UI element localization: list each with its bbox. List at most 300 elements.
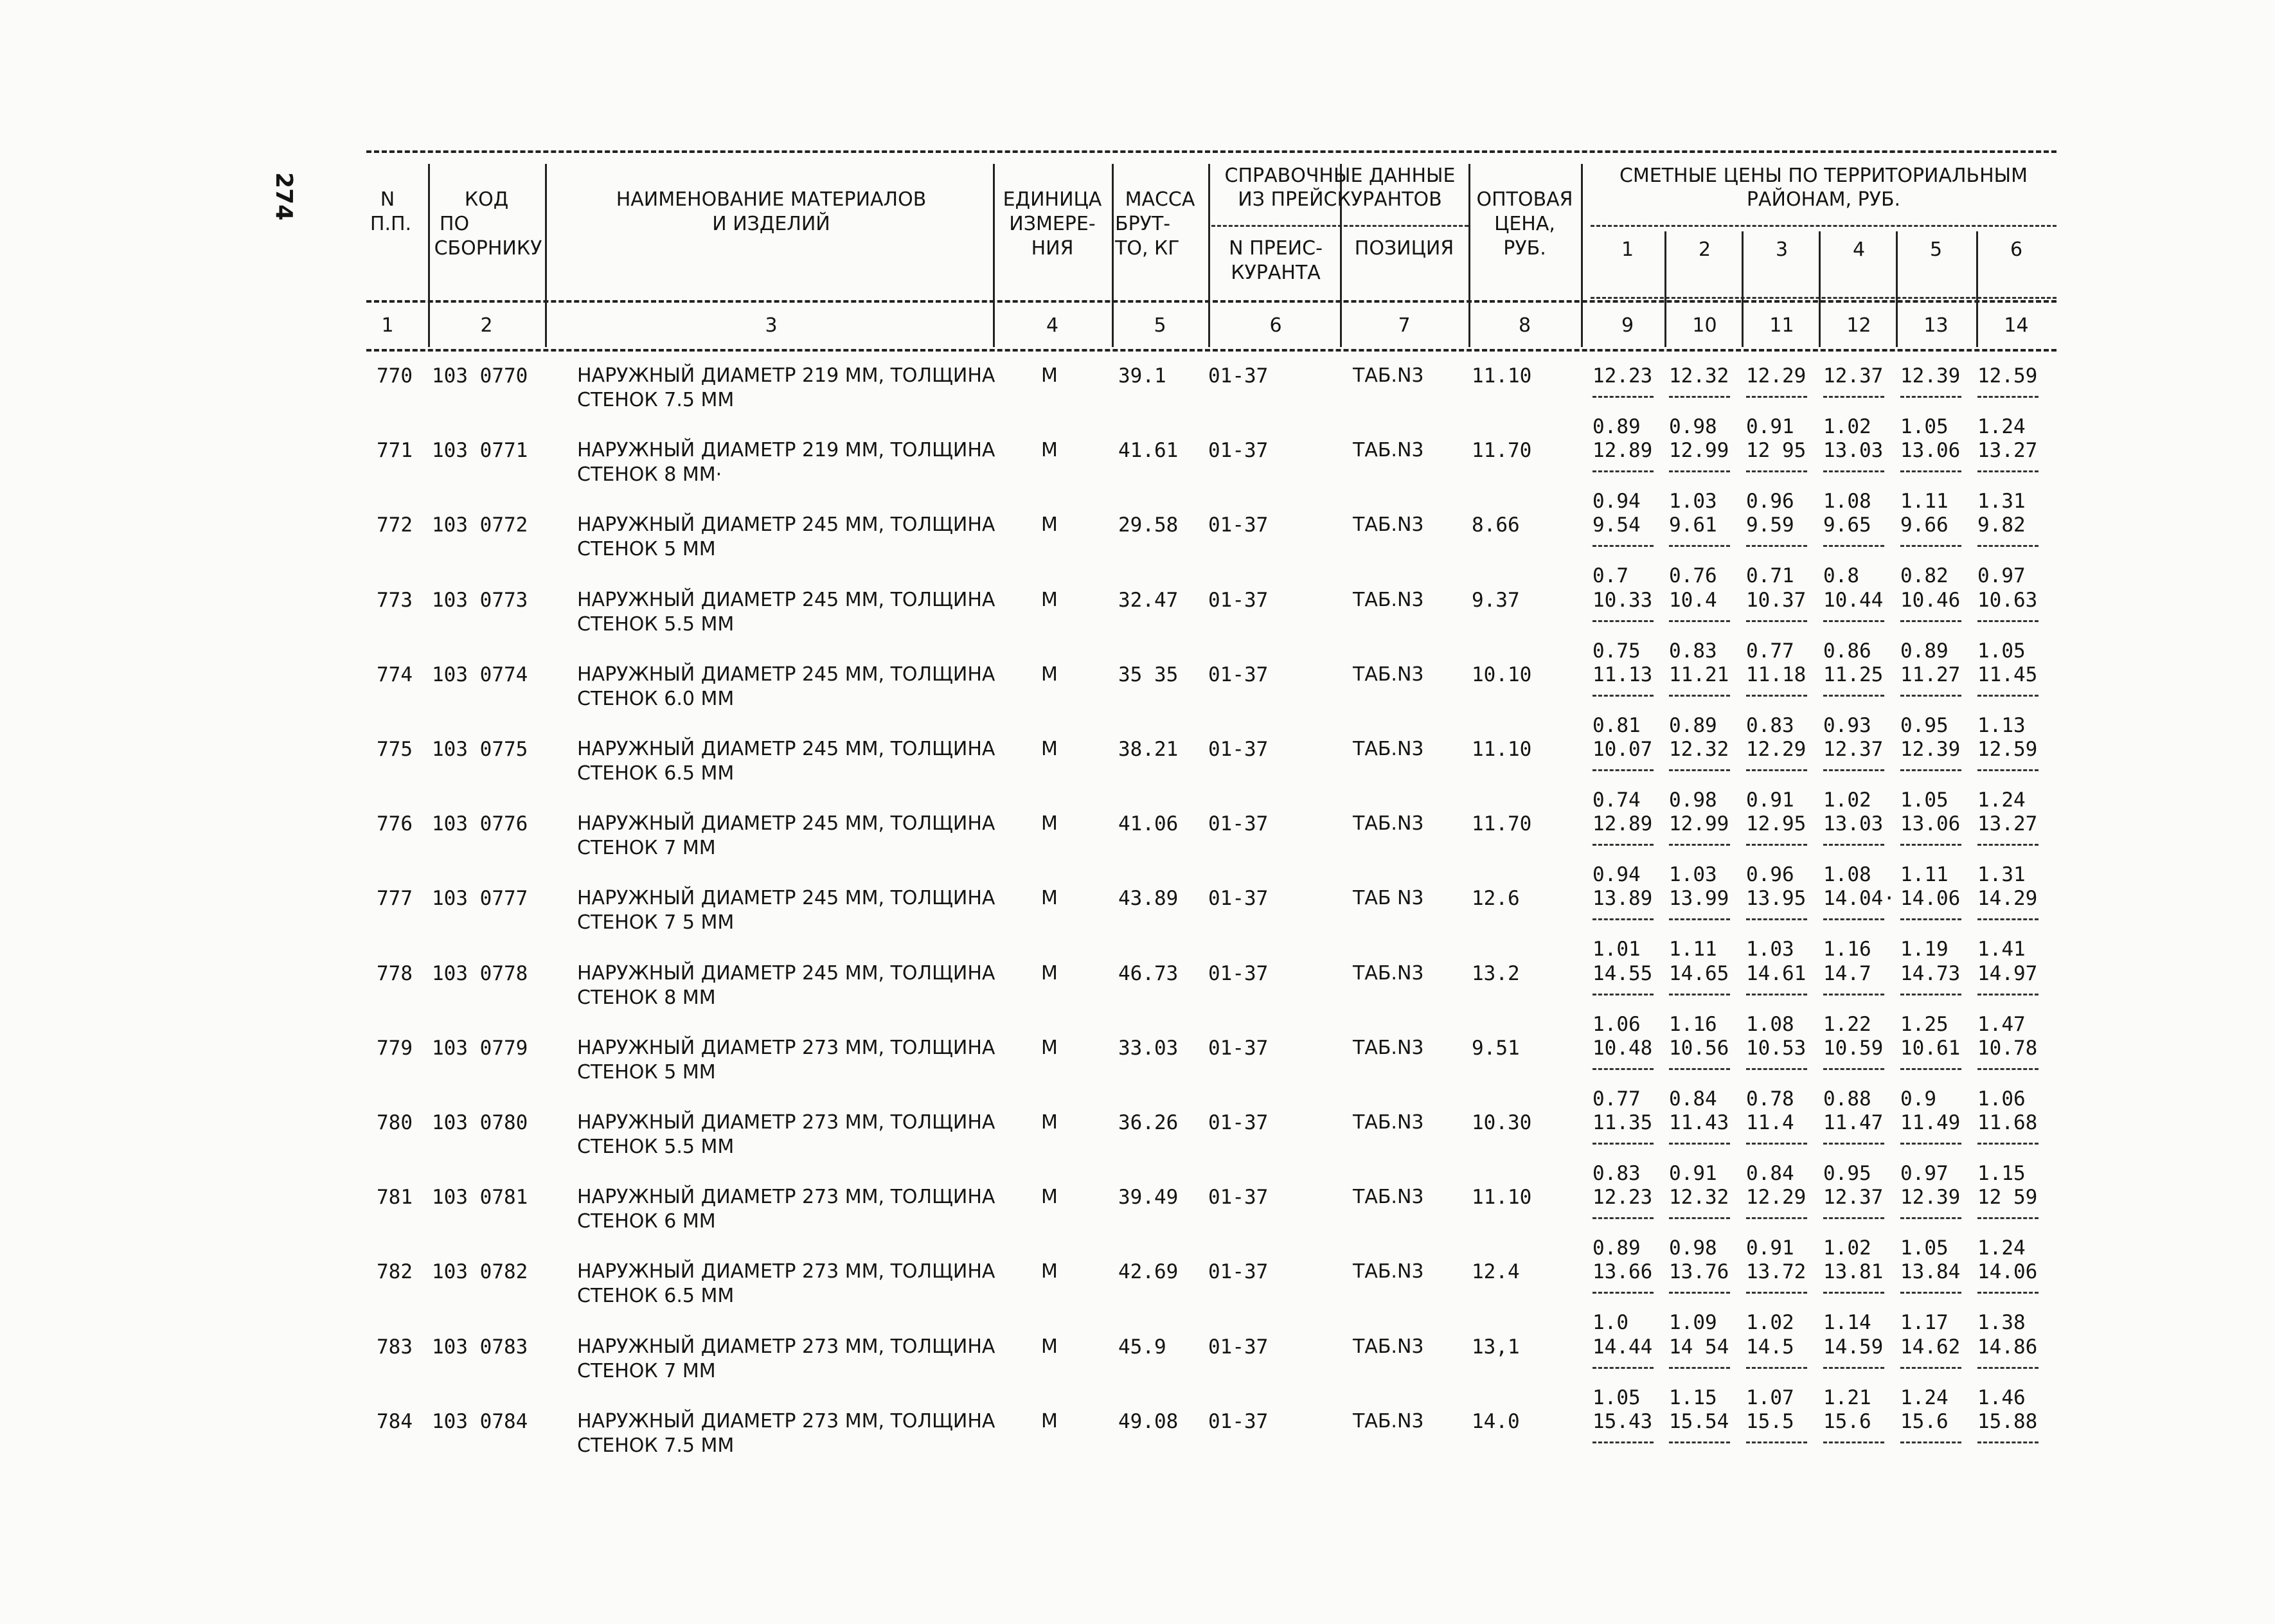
row-region-subprice: 1.25 xyxy=(1900,1013,1949,1036)
header-divider xyxy=(993,164,995,347)
row-name: НАРУЖНЫЙ ДИАМЕТР 273 ММ, ТОЛЩИНА xyxy=(577,1335,995,1358)
row-wholesale-price: 14.0 xyxy=(1472,1410,1520,1433)
header-pk: N ПРЕИС- xyxy=(1229,237,1323,260)
separator-line xyxy=(1977,396,2039,398)
header-divider xyxy=(1581,164,1583,347)
separator-line xyxy=(1977,994,2039,995)
row-region-subprice: 0.77 xyxy=(1746,639,1794,663)
separator-line xyxy=(1592,545,1654,547)
header-price: ОПТОВАЯ xyxy=(1476,188,1573,211)
row-mass: 36.26 xyxy=(1118,1111,1179,1134)
row-region-subprice: 0.93 xyxy=(1823,714,1871,737)
row-region-price: 14.29 xyxy=(1977,887,2038,910)
row-mass: 29.58 xyxy=(1118,513,1179,537)
separator-line xyxy=(1900,994,1961,995)
row-name: НАРУЖНЫЙ ДИАМЕТР 245 ММ, ТОЛЩИНА xyxy=(577,663,995,686)
row-name-line2: СТЕНОК 6.5 ММ xyxy=(577,1285,735,1307)
row-region-price: 12.95 xyxy=(1746,812,1807,835)
row-region-subprice: 1.24 xyxy=(1977,1236,2026,1260)
row-region-price: 14.62 xyxy=(1900,1335,1961,1359)
row-region-price: 13.95 xyxy=(1746,887,1807,910)
header-mass-3: ТО, КГ xyxy=(1115,237,1180,260)
separator-line xyxy=(1592,769,1654,771)
row-region-price: 9.61 xyxy=(1669,513,1717,537)
row-pricelist: 01-37 xyxy=(1208,738,1269,761)
header-region-2: 2 xyxy=(1698,238,1711,261)
row-name-line2: СТЕНОК 5 ММ xyxy=(577,1061,716,1084)
row-unit: М xyxy=(1041,364,1058,387)
header-unit-3: НИЯ xyxy=(1031,237,1074,260)
row-number: 778 xyxy=(377,962,413,985)
row-region-price: 14.5 xyxy=(1746,1335,1794,1359)
separator-line xyxy=(1900,1217,1961,1219)
row-region-subprice: 0.84 xyxy=(1746,1162,1794,1185)
separator-line xyxy=(1900,769,1961,771)
row-region-subprice: 0.89 xyxy=(1669,714,1717,737)
separator-line xyxy=(1669,918,1730,920)
row-region-price: 12.39 xyxy=(1900,364,1961,388)
row-region-price: 12.39 xyxy=(1900,1186,1961,1209)
row-region-subprice: 0.83 xyxy=(1746,714,1794,737)
row-region-subprice: 1.47 xyxy=(1977,1013,2026,1036)
header-n: N xyxy=(380,188,395,211)
row-position: ТАБ.N3 xyxy=(1353,589,1424,611)
separator-line xyxy=(1669,1143,1730,1145)
row-region-subprice: 1.15 xyxy=(1669,1386,1717,1409)
row-region-price: 11.49 xyxy=(1900,1111,1961,1134)
row-region-subprice: 1.05 xyxy=(1900,1236,1949,1260)
row-region-price: 13.84 xyxy=(1900,1260,1961,1283)
row-region-subprice: 0.8 xyxy=(1823,564,1859,587)
row-position: ТАБ.N3 xyxy=(1353,1410,1424,1432)
separator-line xyxy=(1669,1217,1730,1219)
separator-line xyxy=(1823,470,1884,472)
separator-line xyxy=(1900,1441,1961,1443)
row-code: 103 0774 xyxy=(432,663,528,686)
row-name: НАРУЖНЫЙ ДИАМЕТР 273 ММ, ТОЛЩИНА xyxy=(577,1037,995,1059)
row-region-subprice: 1.41 xyxy=(1977,938,2026,961)
header-ref-group-2: ИЗ ПРЕЙСКУРАНТОВ xyxy=(1238,188,1442,211)
separator-line xyxy=(1746,1367,1807,1369)
row-region-price: 10.78 xyxy=(1977,1037,2038,1060)
row-region-price: 12.23 xyxy=(1592,1186,1653,1209)
separator-line xyxy=(1592,695,1654,697)
row-region-subprice: 0.83 xyxy=(1592,1162,1641,1185)
separator-line xyxy=(1900,1367,1961,1369)
header-name: НАИМЕНОВАНИЕ МАТЕРИАЛОВ xyxy=(616,188,927,211)
row-mass: 35 35 xyxy=(1118,663,1179,686)
row-region-subprice: 0.89 xyxy=(1592,415,1641,438)
row-region-subprice: 1.11 xyxy=(1900,863,1949,886)
separator-line xyxy=(1669,1441,1730,1443)
row-position: ТАБ.N3 xyxy=(1353,962,1424,985)
row-pricelist: 01-37 xyxy=(1208,1260,1269,1283)
row-region-price: 14.06 xyxy=(1900,887,1961,910)
row-name-line2: СТЕНОК 6 ММ xyxy=(577,1210,716,1233)
row-region-subprice: 1.08 xyxy=(1823,490,1871,513)
separator-line xyxy=(1977,1143,2039,1145)
row-region-price: 13.27 xyxy=(1977,439,2038,462)
separator-line xyxy=(1746,695,1807,697)
row-name-line2: СТЕНОК 5 ММ xyxy=(577,538,716,560)
separator-line xyxy=(1977,844,2039,846)
row-region-price: 12.37 xyxy=(1823,1186,1884,1209)
column-number-7: 7 xyxy=(1398,314,1411,337)
row-region-price: 13.89 xyxy=(1592,887,1653,910)
header-number-rule xyxy=(366,300,2056,303)
row-region-subprice: 0.76 xyxy=(1669,564,1717,587)
row-number: 782 xyxy=(377,1260,413,1283)
row-number: 784 xyxy=(377,1410,413,1433)
row-region-price: 15.6 xyxy=(1900,1410,1949,1433)
separator-line xyxy=(1977,1217,2039,1219)
header-divider xyxy=(428,164,430,347)
row-region-subprice: 1.02 xyxy=(1823,415,1871,438)
row-code: 103 0782 xyxy=(432,1260,528,1283)
row-region-subprice: 1.05 xyxy=(1977,639,2026,663)
row-region-price: 12.29 xyxy=(1746,738,1807,761)
row-name: НАРУЖНЫЙ ДИАМЕТР 245 ММ, ТОЛЩИНА xyxy=(577,962,995,985)
header-region-3: 3 xyxy=(1775,238,1789,261)
row-unit: М xyxy=(1041,439,1058,461)
row-region-subprice: 0.94 xyxy=(1592,490,1641,513)
row-region-price: 15.88 xyxy=(1977,1410,2038,1433)
row-wholesale-price: 10.30 xyxy=(1472,1111,1532,1134)
row-unit: М xyxy=(1041,663,1058,686)
row-mass: 39.49 xyxy=(1118,1186,1179,1209)
header-divider xyxy=(1208,164,1210,347)
column-number-6: 6 xyxy=(1269,314,1282,337)
row-wholesale-price: 11.70 xyxy=(1472,812,1532,835)
row-region-price: 12.39 xyxy=(1900,738,1961,761)
row-region-subprice: 1.01 xyxy=(1592,938,1641,961)
row-region-subprice: 0.89 xyxy=(1592,1236,1641,1260)
separator-line xyxy=(1669,1068,1730,1070)
row-mass: 38.21 xyxy=(1118,738,1179,761)
separator-line xyxy=(1977,1068,2039,1070)
row-region-subprice: 0.81 xyxy=(1592,714,1641,737)
row-region-price: 14 54 xyxy=(1669,1335,1729,1359)
row-name-line2: СТЕНОК 5.5 ММ xyxy=(577,1136,735,1158)
row-region-price: 14.65 xyxy=(1669,962,1729,985)
page-number: 274 xyxy=(271,172,297,221)
row-region-price: 11.35 xyxy=(1592,1111,1653,1134)
row-region-price: 10.07 xyxy=(1592,738,1653,761)
row-region-price: 14.44 xyxy=(1592,1335,1653,1359)
row-region-subprice: 1.03 xyxy=(1669,863,1717,886)
column-number-11: 11 xyxy=(1769,314,1794,337)
row-region-subprice: 1.03 xyxy=(1746,938,1794,961)
row-name: НАРУЖНЫЙ ДИАМЕТР 245 ММ, ТОЛЩИНА xyxy=(577,513,995,536)
row-region-subprice: 0.9 xyxy=(1900,1087,1936,1111)
row-region-subprice: 0.97 xyxy=(1900,1162,1949,1185)
row-region-price: 10.4 xyxy=(1669,589,1717,612)
row-region-subprice: 1.15 xyxy=(1977,1162,2026,1185)
separator-line xyxy=(1592,396,1654,398)
row-unit: М xyxy=(1041,1037,1058,1059)
row-region-subprice: 0.94 xyxy=(1592,863,1641,886)
row-name-line2: СТЕНОК 8 ММ· xyxy=(577,463,722,486)
row-unit: М xyxy=(1041,812,1058,835)
separator-line xyxy=(1669,844,1730,846)
column-number-14: 14 xyxy=(2004,314,2029,337)
row-region-price: 9.82 xyxy=(1977,513,2026,537)
row-region-subprice: 1.13 xyxy=(1977,714,2026,737)
separator-line xyxy=(1900,1068,1961,1070)
row-number: 781 xyxy=(377,1186,413,1209)
separator-line xyxy=(1900,844,1961,846)
separator-line xyxy=(1823,1292,1884,1294)
separator-line xyxy=(1746,769,1807,771)
row-region-price: 11.47 xyxy=(1823,1111,1884,1134)
separator-line xyxy=(1977,545,2039,547)
row-region-price: 11.25 xyxy=(1823,663,1884,686)
row-region-price: 14.7 xyxy=(1823,962,1871,985)
row-wholesale-price: 11.10 xyxy=(1472,364,1532,388)
separator-line xyxy=(1977,470,2039,472)
separator-line xyxy=(1823,994,1884,995)
row-region-subprice: 1.11 xyxy=(1900,490,1949,513)
separator-line xyxy=(1746,1143,1807,1145)
row-position: ТАБ.N3 xyxy=(1353,439,1424,461)
row-position: ТАБ N3 xyxy=(1353,887,1424,909)
header-name-2: И ИЗДЕЛИЙ xyxy=(712,213,830,235)
row-name-line2: СТЕНОК 5.5 ММ xyxy=(577,613,735,636)
row-region-subprice: 0.91 xyxy=(1746,415,1794,438)
row-region-price: 11.21 xyxy=(1669,663,1729,686)
row-pricelist: 01-37 xyxy=(1208,1335,1269,1359)
separator-line xyxy=(1592,1441,1654,1443)
separator-line xyxy=(1592,1143,1654,1145)
row-region-subprice: 1.24 xyxy=(1977,789,2026,812)
row-position: ТАБ.N3 xyxy=(1353,1186,1424,1208)
separator-line xyxy=(1900,545,1961,547)
header-region-4: 4 xyxy=(1852,238,1866,261)
separator-line xyxy=(1746,470,1807,472)
row-region-subprice: 1.24 xyxy=(1900,1386,1949,1409)
separator-line xyxy=(1746,1217,1807,1219)
row-wholesale-price: 11.10 xyxy=(1472,738,1532,761)
row-number: 770 xyxy=(377,364,413,388)
row-name: НАРУЖНЫЙ ДИАМЕТР 219 ММ, ТОЛЩИНА xyxy=(577,439,995,461)
header-region-5: 5 xyxy=(1929,238,1943,261)
row-pricelist: 01-37 xyxy=(1208,439,1269,462)
row-unit: М xyxy=(1041,513,1058,536)
separator-line xyxy=(1823,1441,1884,1443)
row-position: ТАБ.N3 xyxy=(1353,1111,1424,1134)
row-name: НАРУЖНЫЙ ДИАМЕТР 219 ММ, ТОЛЩИНА xyxy=(577,364,995,387)
row-region-price: 11.43 xyxy=(1669,1111,1729,1134)
row-region-price: 11.45 xyxy=(1977,663,2038,686)
row-region-subprice: 1.08 xyxy=(1746,1013,1794,1036)
separator-line xyxy=(1746,620,1807,622)
row-unit: М xyxy=(1041,589,1058,611)
row-wholesale-price: 9.37 xyxy=(1472,589,1520,612)
row-region-subprice: 1.02 xyxy=(1746,1311,1794,1334)
row-position: ТАБ.N3 xyxy=(1353,1260,1424,1283)
row-code: 103 0779 xyxy=(432,1037,528,1060)
separator-line xyxy=(1823,918,1884,920)
header-divider xyxy=(1976,231,1978,347)
header-divider xyxy=(1112,164,1114,347)
row-position: ТАБ.N3 xyxy=(1353,364,1424,387)
column-number-5: 5 xyxy=(1154,314,1166,337)
separator-line xyxy=(1900,470,1961,472)
row-name-line2: СТЕНОК 8 ММ xyxy=(577,986,716,1009)
row-position: ТАБ.N3 xyxy=(1353,663,1424,686)
row-mass: 33.03 xyxy=(1118,1037,1179,1060)
header-region-6: 6 xyxy=(2010,238,2023,261)
row-region-price: 13.06 xyxy=(1900,439,1961,462)
row-code: 103 0783 xyxy=(432,1335,528,1359)
separator-line xyxy=(1823,844,1884,846)
row-pricelist: 01-37 xyxy=(1208,1410,1269,1433)
row-unit: М xyxy=(1041,738,1058,760)
row-region-subprice: 1.11 xyxy=(1669,938,1717,961)
column-number-4: 4 xyxy=(1046,314,1059,337)
row-region-subprice: 0.82 xyxy=(1900,564,1949,587)
row-wholesale-price: 12.4 xyxy=(1472,1260,1520,1283)
row-region-price: 9.59 xyxy=(1746,513,1794,537)
separator-line xyxy=(1900,918,1961,920)
row-region-subprice: 0.97 xyxy=(1977,564,2026,587)
row-pricelist: 01-37 xyxy=(1208,513,1269,537)
row-region-price: 13.06 xyxy=(1900,812,1961,835)
row-region-price: 12.99 xyxy=(1669,439,1729,462)
header-region-1: 1 xyxy=(1621,238,1634,261)
row-region-price: 15.5 xyxy=(1746,1410,1794,1433)
separator-line xyxy=(1823,1367,1884,1369)
row-region-price: 14.61 xyxy=(1746,962,1807,985)
separator-line xyxy=(1977,769,2039,771)
row-region-price: 15.54 xyxy=(1669,1410,1729,1433)
separator-line xyxy=(1746,994,1807,995)
row-region-subprice: 1.38 xyxy=(1977,1311,2026,1334)
separator-line xyxy=(1900,695,1961,697)
separator-line xyxy=(1900,1143,1961,1145)
row-region-subprice: 0.98 xyxy=(1669,789,1717,812)
row-mass: 46.73 xyxy=(1118,962,1179,985)
header-price-2: ЦЕНА, xyxy=(1494,213,1555,235)
separator-line xyxy=(1900,1292,1961,1294)
separator-line xyxy=(1592,1292,1654,1294)
row-region-subprice: 0.95 xyxy=(1823,1162,1871,1185)
separator-line xyxy=(1592,1068,1654,1070)
separator-line xyxy=(1977,695,2039,697)
row-region-price: 10.48 xyxy=(1592,1037,1653,1060)
row-region-price: 10.63 xyxy=(1977,589,2038,612)
separator-line xyxy=(1591,297,2056,299)
separator-line xyxy=(1977,1367,2039,1369)
row-region-subprice: 0.91 xyxy=(1746,1236,1794,1260)
row-region-price: 13.81 xyxy=(1823,1260,1884,1283)
row-region-price: 14.86 xyxy=(1977,1335,2038,1359)
row-region-subprice: 0.7 xyxy=(1592,564,1628,587)
row-name: НАРУЖНЫЙ ДИАМЕТР 273 ММ, ТОЛЩИНА xyxy=(577,1186,995,1208)
header-ref-group: СПРАВОЧНЫЕ ДАННЫЕ xyxy=(1224,165,1456,187)
row-number: 779 xyxy=(377,1037,413,1060)
column-number-12: 12 xyxy=(1846,314,1871,337)
separator-line xyxy=(1592,470,1654,472)
row-region-subprice: 1.07 xyxy=(1746,1386,1794,1409)
table-top-rule xyxy=(366,150,2056,153)
row-region-subprice: 0.75 xyxy=(1592,639,1641,663)
header-divider xyxy=(1819,231,1821,347)
separator-line xyxy=(1592,844,1654,846)
row-wholesale-price: 8.66 xyxy=(1472,513,1520,537)
row-region-price: 9.66 xyxy=(1900,513,1949,537)
separator-line xyxy=(1746,1068,1807,1070)
separator-line xyxy=(1900,396,1961,398)
row-region-price: 12.89 xyxy=(1592,812,1653,835)
row-region-subprice: 0.95 xyxy=(1900,714,1949,737)
row-wholesale-price: 11.10 xyxy=(1472,1186,1532,1209)
row-pricelist: 01-37 xyxy=(1208,812,1269,835)
separator-line xyxy=(1592,1217,1654,1219)
header-price-3: РУБ. xyxy=(1503,237,1546,260)
row-region-subprice: 0.98 xyxy=(1669,1236,1717,1260)
separator-line xyxy=(1669,1367,1730,1369)
row-wholesale-price: 13.2 xyxy=(1472,962,1520,985)
row-region-subprice: 1.16 xyxy=(1669,1013,1717,1036)
row-region-subprice: 1.31 xyxy=(1977,863,2026,886)
separator-line xyxy=(1823,695,1884,697)
row-code: 103 0780 xyxy=(432,1111,528,1134)
separator-line xyxy=(1746,844,1807,846)
row-pricelist: 01-37 xyxy=(1208,663,1269,686)
header-mass: МАССА xyxy=(1125,188,1195,211)
row-unit: М xyxy=(1041,962,1058,985)
row-number: 771 xyxy=(377,439,413,462)
row-region-subprice: 1.05 xyxy=(1900,415,1949,438)
row-region-price: 12.59 xyxy=(1977,738,2038,761)
row-region-price: 12.37 xyxy=(1823,738,1884,761)
separator-line xyxy=(1977,1292,2039,1294)
row-region-price: 12.32 xyxy=(1669,364,1729,388)
separator-line xyxy=(1900,620,1961,622)
row-region-price: 13.27 xyxy=(1977,812,2038,835)
separator-line xyxy=(1746,1441,1807,1443)
row-pricelist: 01-37 xyxy=(1208,1037,1269,1060)
row-code: 103 0776 xyxy=(432,812,528,835)
row-number: 774 xyxy=(377,663,413,686)
separator-line xyxy=(1977,918,2039,920)
separator-line xyxy=(1823,769,1884,771)
row-region-subprice: 1.03 xyxy=(1669,490,1717,513)
column-number-3: 3 xyxy=(765,314,778,337)
row-region-price: 13.03 xyxy=(1823,439,1884,462)
separator-line xyxy=(1592,1367,1654,1369)
row-name: НАРУЖНЫЙ ДИАМЕТР 273 ММ, ТОЛЩИНА xyxy=(577,1111,995,1134)
row-name: НАРУЖНЫЙ ДИАМЕТР 273 ММ, ТОЛЩИНА xyxy=(577,1260,995,1283)
row-number: 780 xyxy=(377,1111,413,1134)
row-name: НАРУЖНЫЙ ДИАМЕТР 245 ММ, ТОЛЩИНА xyxy=(577,887,995,909)
row-region-subprice: 1.02 xyxy=(1823,1236,1871,1260)
row-region-price: 12 59 xyxy=(1977,1186,2038,1209)
row-mass: 49.08 xyxy=(1118,1410,1179,1433)
row-code: 103 0781 xyxy=(432,1186,528,1209)
row-region-subprice: 1.14 xyxy=(1823,1311,1871,1334)
row-unit: М xyxy=(1041,1186,1058,1208)
row-region-price: 14.97 xyxy=(1977,962,2038,985)
row-region-price: 11.18 xyxy=(1746,663,1807,686)
separator-line xyxy=(1746,918,1807,920)
separator-line xyxy=(1669,769,1730,771)
row-region-subprice: 1.09 xyxy=(1669,1311,1717,1334)
row-wholesale-price: 13,1 xyxy=(1472,1335,1520,1359)
header-code: КОД xyxy=(464,188,509,211)
row-region-price: 12.29 xyxy=(1746,364,1807,388)
